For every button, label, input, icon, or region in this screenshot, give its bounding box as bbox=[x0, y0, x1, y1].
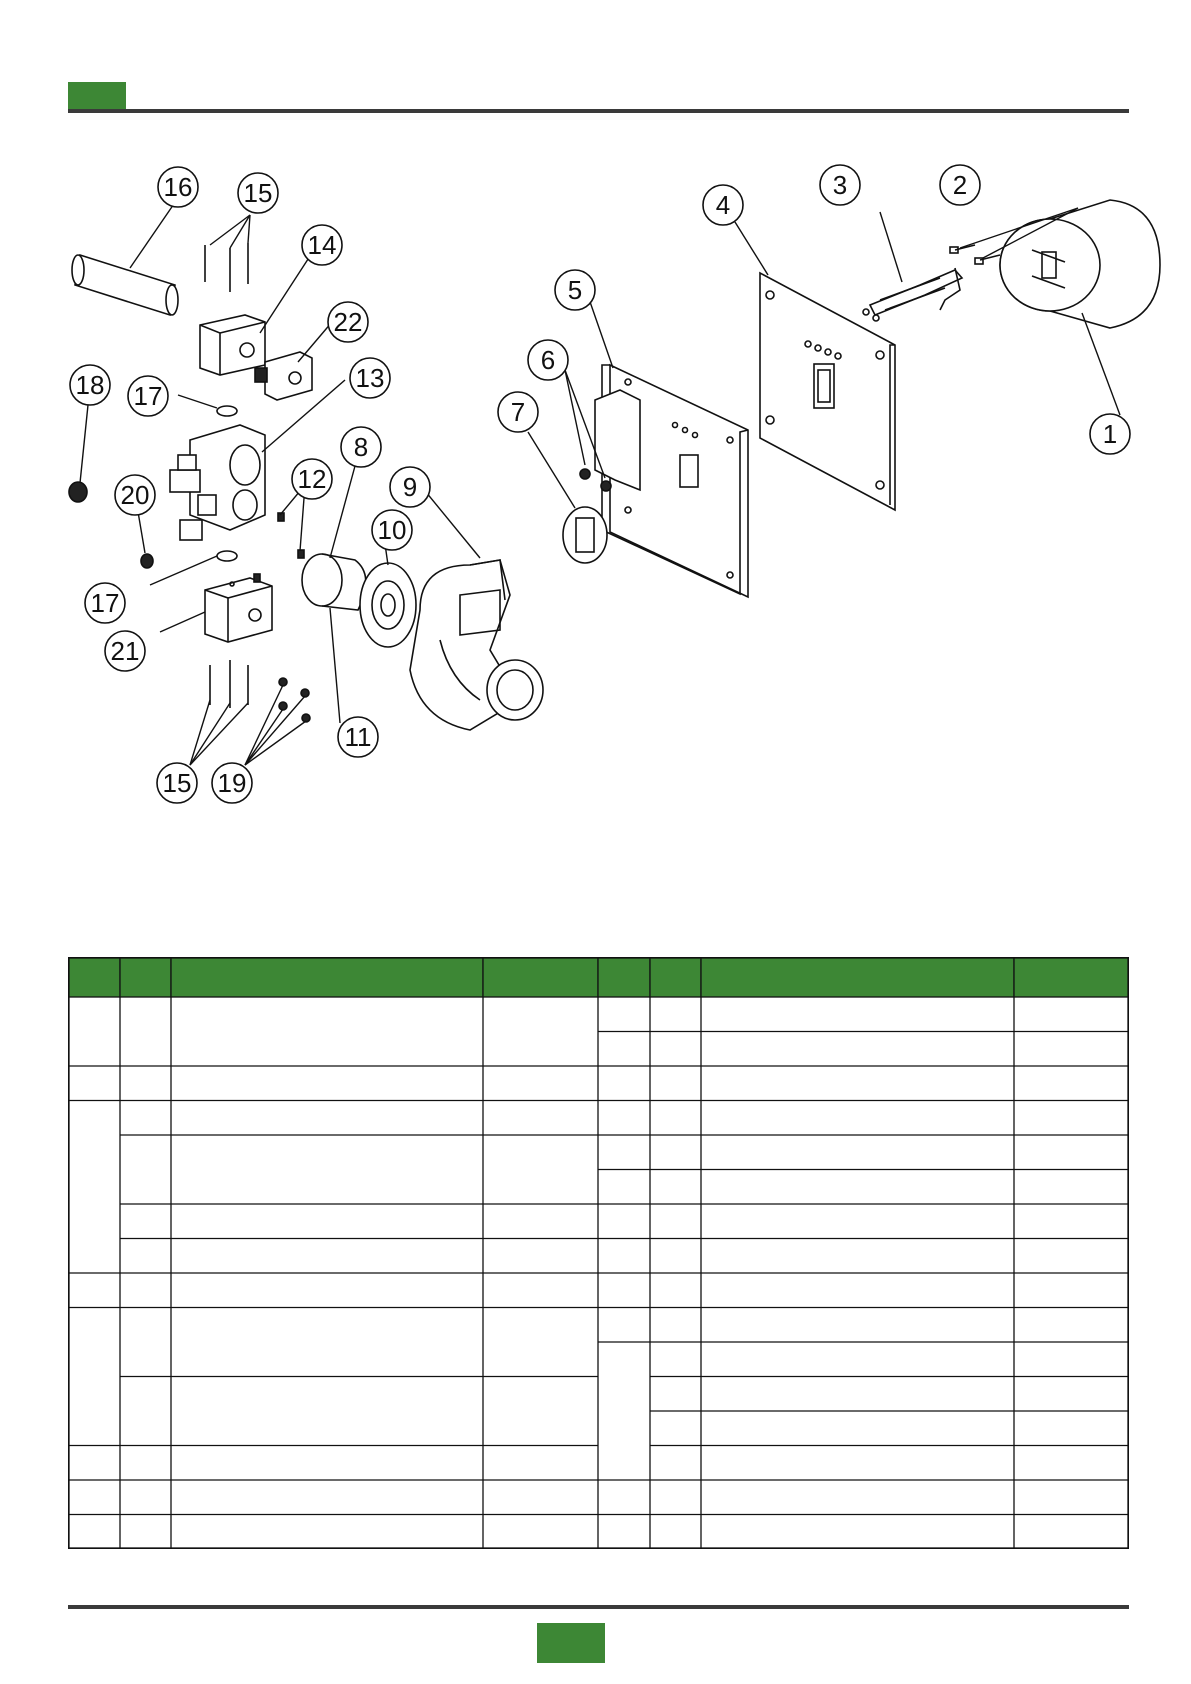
part-bolts-15-upper bbox=[205, 243, 248, 292]
part-gasket bbox=[563, 507, 607, 563]
callout-label-12: 12 bbox=[297, 464, 327, 494]
part-base-plate bbox=[595, 365, 748, 597]
part-electrode bbox=[863, 268, 962, 321]
part-collar bbox=[302, 554, 366, 610]
callout-label-1: 1 bbox=[1102, 419, 1118, 449]
part-gas-valve bbox=[170, 425, 265, 540]
callout-label-15-b: 15 bbox=[162, 768, 192, 798]
part-venturi bbox=[360, 563, 416, 647]
callout-label-17: 17 bbox=[133, 381, 163, 411]
callout-label-10: 10 bbox=[377, 515, 407, 545]
part-plug-20 bbox=[141, 554, 153, 568]
callout-label-11: 11 bbox=[344, 722, 372, 752]
exploded-parts-diagram bbox=[0, 120, 1191, 820]
callout-label-21: 21 bbox=[110, 636, 140, 666]
callout-label-2: 2 bbox=[952, 170, 968, 200]
part-bolts-15-lower bbox=[210, 660, 248, 708]
table-header-cell bbox=[598, 957, 650, 997]
callout-label-22: 22 bbox=[333, 307, 363, 337]
footer-page-tab bbox=[537, 1623, 605, 1663]
callout-label-13: 13 bbox=[355, 363, 385, 393]
table-header-cell bbox=[1014, 957, 1129, 997]
callout-label-8: 8 bbox=[353, 432, 369, 462]
table-header-cell bbox=[650, 957, 701, 997]
header-rule bbox=[68, 109, 1129, 113]
table-header-cell bbox=[171, 957, 483, 997]
part-screws-2 bbox=[950, 245, 1000, 264]
callout-label-6: 6 bbox=[540, 345, 556, 375]
part-burner-head bbox=[1000, 200, 1160, 328]
parts-table bbox=[68, 957, 1129, 1549]
part-fitting-18 bbox=[69, 482, 87, 502]
part-pipe-nipple bbox=[72, 255, 178, 315]
part-nuts-19 bbox=[279, 678, 310, 722]
table-header-cell bbox=[68, 957, 120, 997]
callout-label-4: 4 bbox=[715, 190, 731, 220]
callout-label-7: 7 bbox=[510, 397, 526, 427]
part-flange-block-upper bbox=[200, 315, 265, 375]
part-flange-block-lower bbox=[205, 578, 272, 642]
callout-label-19: 19 bbox=[217, 768, 247, 798]
callout-label-17-b: 17 bbox=[90, 588, 120, 618]
part-screws-12 bbox=[254, 513, 304, 582]
header-accent-tab bbox=[68, 82, 126, 109]
callout-label-14: 14 bbox=[307, 230, 337, 260]
table-header-cell bbox=[701, 957, 1014, 997]
callout-label-3: 3 bbox=[832, 170, 848, 200]
part-blower bbox=[410, 560, 543, 730]
table-header-cell bbox=[483, 957, 598, 997]
callout-label-20: 20 bbox=[120, 480, 150, 510]
callout-label-15: 15 bbox=[243, 178, 273, 208]
callout-label-5: 5 bbox=[567, 275, 583, 305]
footer-rule bbox=[68, 1605, 1129, 1609]
callout-label-9: 9 bbox=[402, 472, 418, 502]
callout-label-18: 18 bbox=[75, 370, 105, 400]
table-header-cell bbox=[120, 957, 171, 997]
callout-label-16: 16 bbox=[163, 172, 193, 202]
